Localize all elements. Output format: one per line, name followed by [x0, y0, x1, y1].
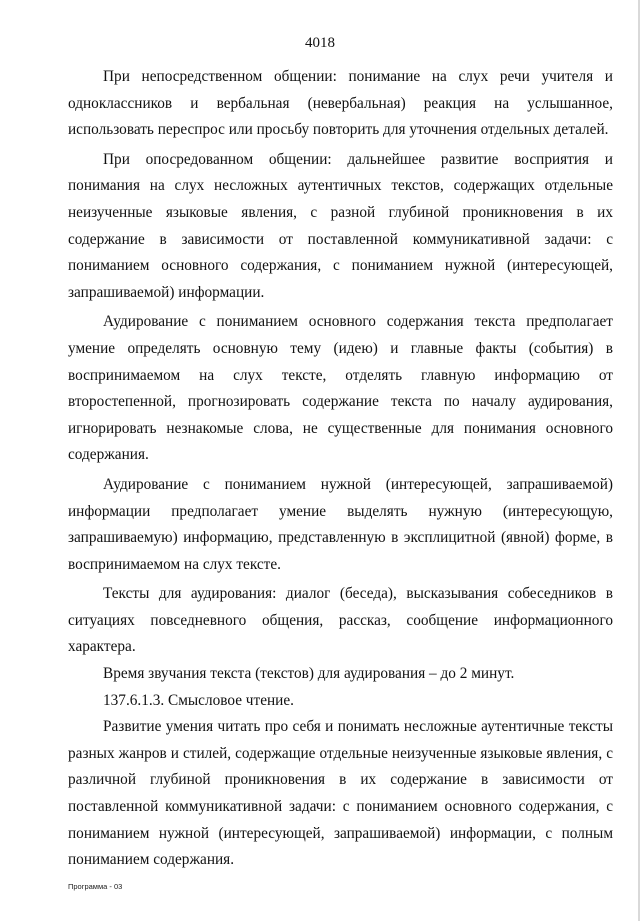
paragraph-listening-main-content: Аудирование с пониманием основного содержания текста предполагает умение определять основную тему (идею) и главные факты (события) в воспринимаемом на слух тексте, отделять главную информацию от второстепенной, прогнозировать содержание текста по началу аудирования, игнорировать незнакомые слова, не существенные для понимания основного содержания.	[68, 313, 613, 464]
paragraph-listening-specific-info: Аудирование с пониманием нужной (интересующей, запрашиваемой) информации предполагает умение выделять нужную (интересующую, запрашиваемую) информацию, представленную в эксплицитной (явной) форме, в воспринимаемом на слух тексте.	[68, 475, 613, 573]
footer-label: Программа - 03	[68, 882, 123, 891]
paragraph-mediated-communication: При опосредованном общении: дальнейшее развитие восприятия и понимания на слух несложных аутентичных текстов, содержащих отдельные неизученные языковые явления, с разной глубиной проникновения в их содержание в зависимости от поставленной коммуникативной задачи: с пониманием основного содержания, с пониманием нужной (интересующей, запрашиваемой) информации.	[68, 150, 613, 301]
paragraph-listening-texts: Тексты для аудирования: диалог (беседа), высказывания собеседников в ситуациях повседневного общения, рассказ, сообщение информационного характера.	[68, 585, 613, 656]
document-body	[68, 64, 613, 874]
section-heading-reading: 137.6.1.3. Смысловое чтение.	[103, 691, 294, 709]
page-number: 4018	[305, 35, 335, 51]
paragraph-direct-communication: При непосредственном общении: понимание на слух речи учителя и одноклассников и вербальная (невербальная) реакция на услышанное, использовать переспрос или просьбу повторить для уточнения отдельных деталей.	[68, 68, 613, 139]
paragraph-reading-skills: Развитие умения читать про себя и понимать несложные аутентичные тексты разных жанров и стилей, содержащие отдельные неизученные языковые явления, с различной глубиной проникновения в их содержание в зависимости от поставленной коммуникативной задачи: с пониманием основного содержания, с пониманием нужной (интересующей, запрашиваемой) информации, с полным пониманием содержания.	[68, 718, 613, 869]
paragraph-listening-duration: Время звучания текста (текстов) для аудирования – до 2 минут.	[103, 665, 515, 683]
